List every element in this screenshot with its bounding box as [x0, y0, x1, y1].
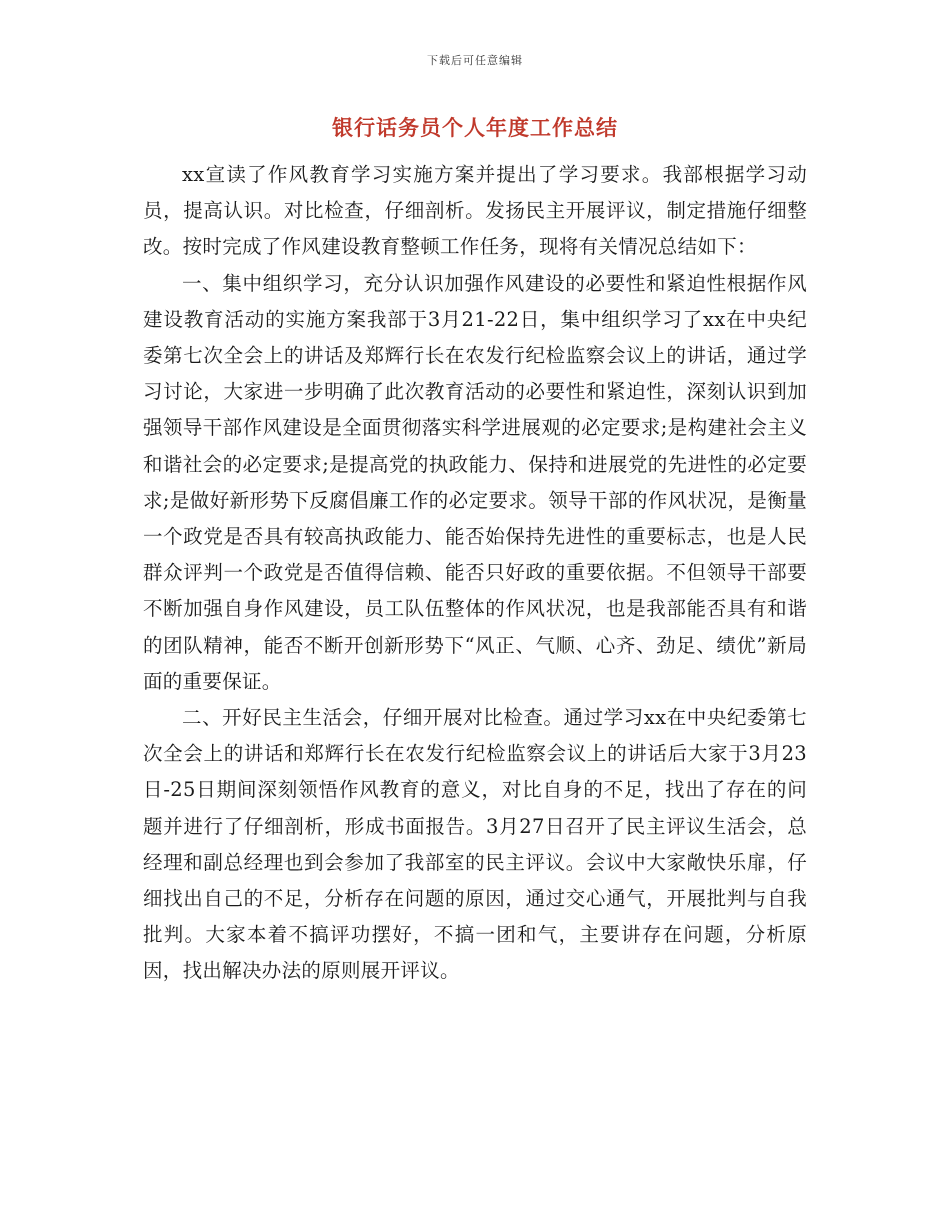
document-title: 银行话务员个人年度工作总结 — [332, 115, 618, 140]
paragraph-intro: xx宣读了作风教育学习实施方案并提出了学习要求。我部根据学习动员，提高认识。对比检查，仔细剖析。发扬民主开展评议，制定措施仔细整改。按时完成了作风建设教育整顿工作任务，现将有关情况总结如下： — [143, 163, 807, 259]
document-body — [143, 157, 807, 990]
paragraph-section-1: 一、集中组织学习，充分认识加强作风建设的必要性和紧迫性根据作风建设教育活动的实施方案我部于3月21-22日，集中组织学习了xx在中央纪委第七次全会上的讲话及郑辉行长在农发行纪检监察会议上的讲话，通过学习讨论，大家进一步明确了此次教育活动的必要性和紧迫性，深刻认识到加强领导干部作风建设是全面贯彻落实科学进展观的必定要求;是构建社会主义和谐社会的必定要求;是提高党的执政能力、保持和进展党的先进性的必定要求;是做好新形势下反腐倡廉工作的必定要求。领导干部的作风状况，是衡量一个政党是否具有较高执政能力、能否始保持先进性的重要标志，也是人民群众评判一个政党是否值得信赖、能否只好政的重要依据。不但领导干部要不断加强自身作风建设，员工队伍整体的作风状况，也是我部能否具有和谐的团队精神，能否不断开创新形势下“风正、气顺、心齐、劲足、绩优”新局面的重要保证。 — [143, 271, 807, 693]
header-note: 下载后可任意编辑 — [427, 54, 523, 67]
paragraph-section-2: 二、开好民主生活会，仔细开展对比检查。通过学习xx在中央纪委第七次全会上的讲话和郑辉行长在农发行纪检监察会议上的讲话后大家于3月23日-25日期间深刻领悟作风教育的意义，对比自身的不足，找出了存在的问题并进行了仔细剖析，形成书面报告。3月27日召开了民主评议生活会，总经理和副总经理也到会参加了我部室的民主评议。会议中大家敞快乐扉，仔细找出自己的不足，分析存在问题的原因，通过交心通气，开展批判与自我批判。大家本着不搞评功摆好，不搞一团和气，主要讲存在问题，分析原因，找出解决办法的原则展开评议。 — [143, 706, 807, 983]
